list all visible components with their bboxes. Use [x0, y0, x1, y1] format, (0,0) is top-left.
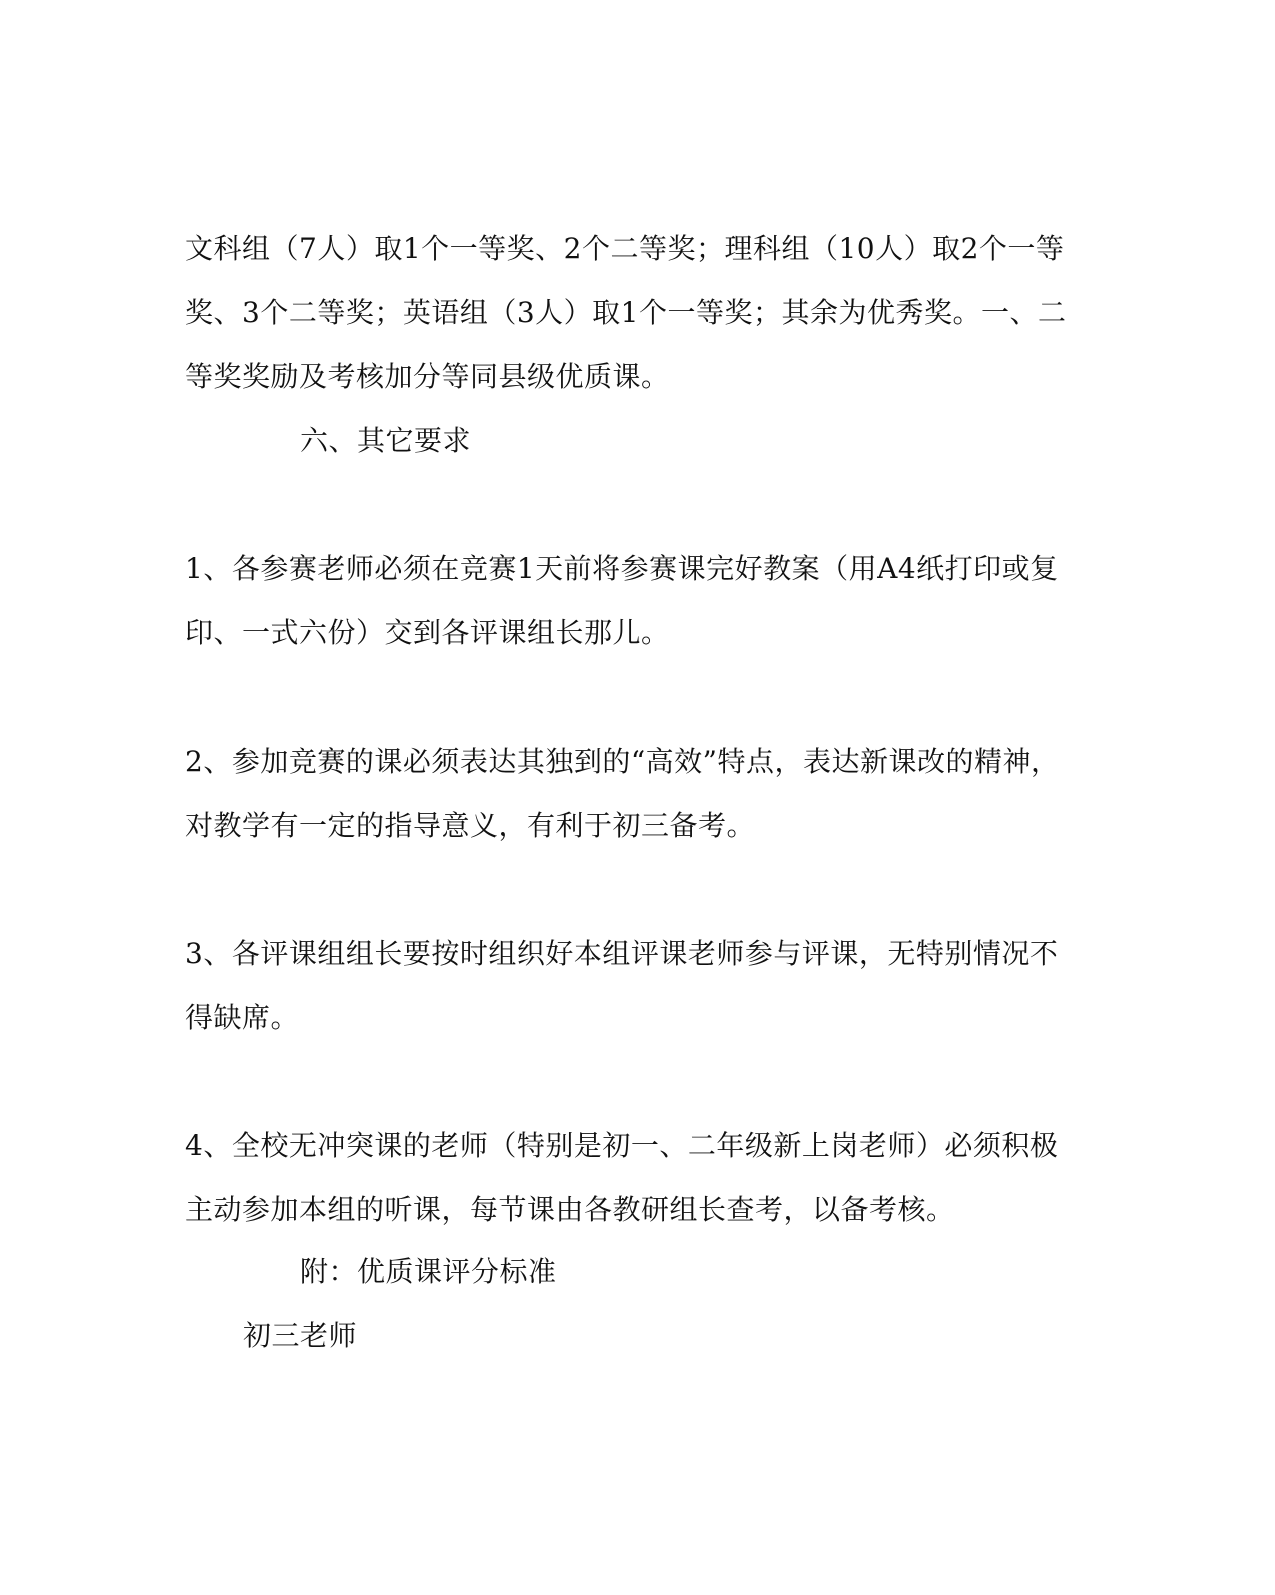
requirement-2-line-1: 2、参加竞赛的课必须表达其独到的“高效”特点，表达新课改的精神， — [185, 745, 1060, 778]
requirement-4-line-2: 主动参加本组的听课，每节课由各教研组长查考，以备考核。 — [185, 1193, 955, 1226]
signature: 初三老师 — [243, 1319, 358, 1352]
award-paragraph-line-1: 文科组（7人）取1个一等奖、2个二等奖；理科组（10人）取2个一等 — [185, 232, 1065, 265]
requirement-1-line-1: 1、各参赛老师必须在竞赛1天前将参赛课完好教案（用A4纸打印或复 — [185, 552, 1059, 585]
requirement-2-line-2: 对教学有一定的指导意义，有利于初三备考。 — [185, 809, 756, 842]
requirement-3-line-2: 得缺席。 — [185, 1001, 300, 1034]
requirement-1-line-2: 印、一式六份）交到各评课组长那儿。 — [185, 616, 670, 649]
award-paragraph-line-3: 等奖奖励及考核加分等同县级优质课。 — [185, 360, 670, 393]
appendix-title: 附：优质课评分标准 — [300, 1255, 557, 1288]
requirement-4-line-1: 4、全校无冲突课的老师（特别是初一、二年级新上岗老师）必须积极 — [185, 1129, 1059, 1162]
section-heading: 六、其它要求 — [300, 424, 472, 457]
requirement-3-line-1: 3、各评课组组长要按时组织好本组评课老师参与评课，无特别情况不 — [185, 937, 1059, 970]
award-paragraph-line-2: 奖、3个二等奖；英语组（3人）取1个一等奖；其余为优秀奖。一、二 — [185, 296, 1067, 329]
